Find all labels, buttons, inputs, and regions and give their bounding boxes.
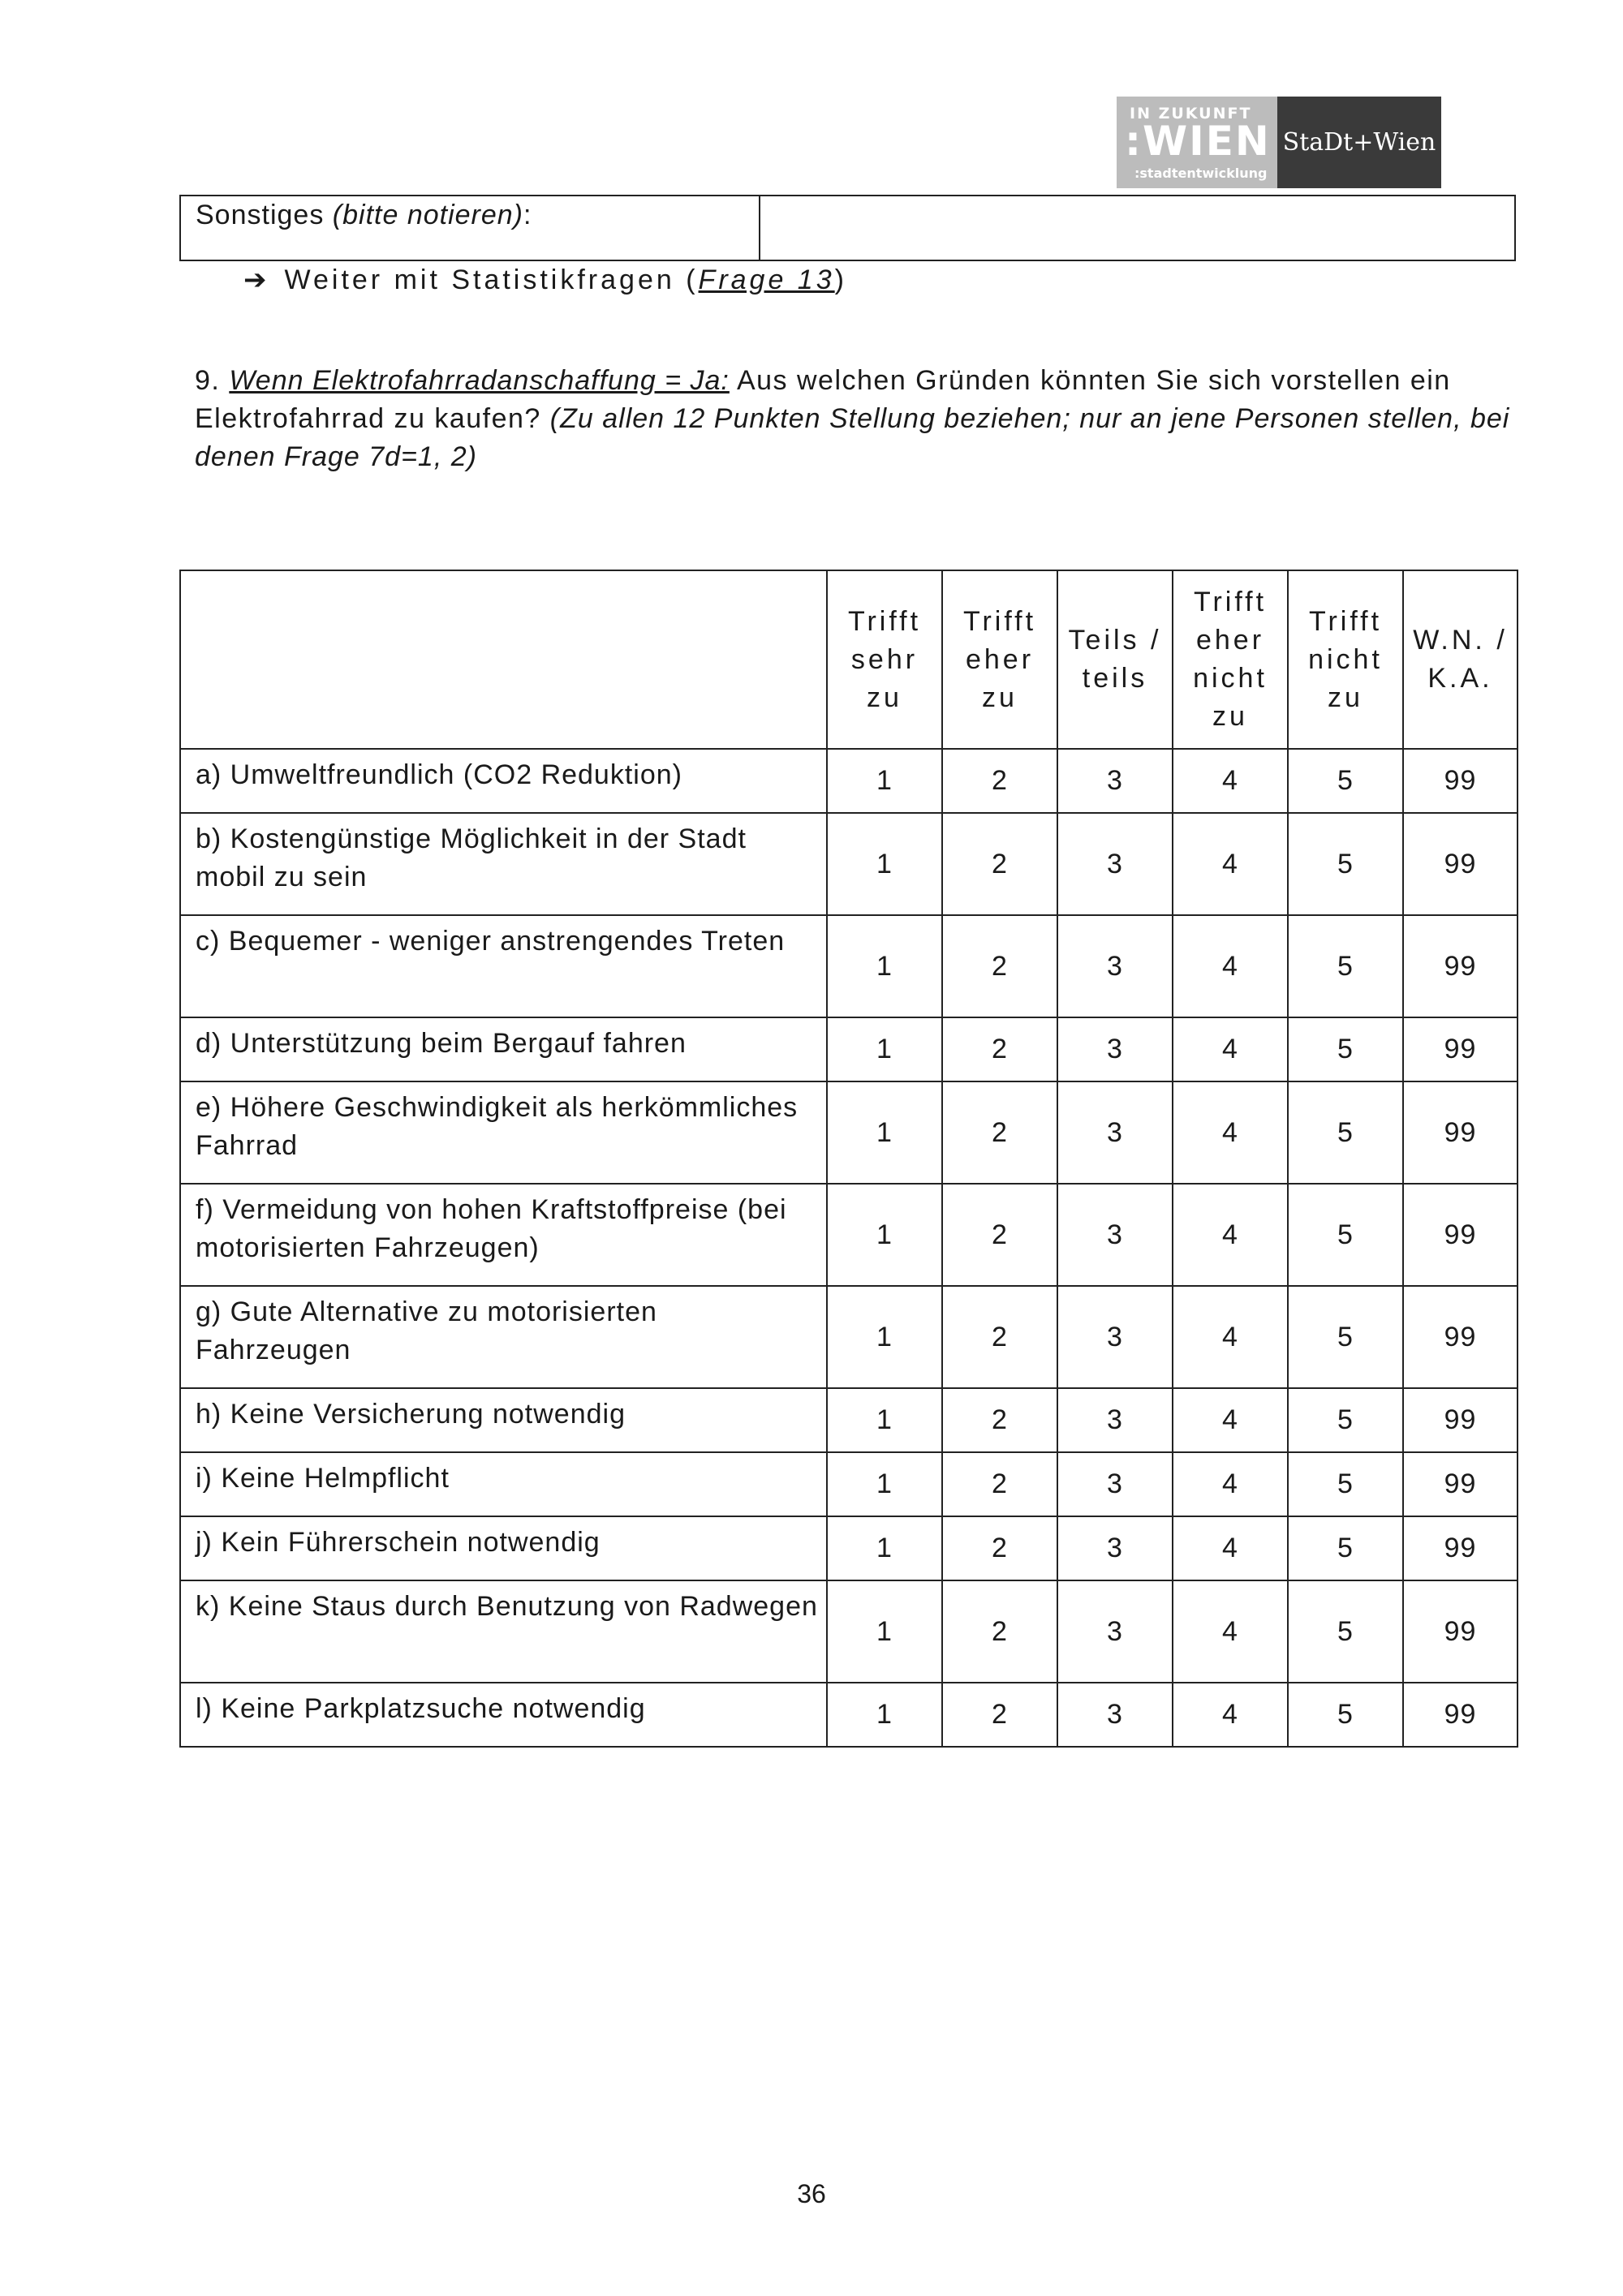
rating-option[interactable]: 3 <box>1057 749 1173 813</box>
row-label: g) Gute Alternative zu motorisierten Fahrzeugen <box>180 1286 827 1388</box>
logo-top-text: IN ZUKUNFT <box>1130 105 1252 123</box>
rating-option[interactable]: 5 <box>1288 1388 1403 1452</box>
rating-option[interactable]: 99 <box>1403 915 1518 1017</box>
rating-option[interactable]: 3 <box>1057 1184 1173 1286</box>
rating-option[interactable]: 99 <box>1403 1286 1518 1388</box>
rating-option[interactable]: 4 <box>1173 1388 1288 1452</box>
page-number: 36 <box>797 2179 826 2208</box>
arrow-right-icon: ➔ <box>243 264 267 295</box>
continue-link[interactable]: Frage 13 <box>698 264 835 295</box>
rating-option[interactable]: 5 <box>1288 1081 1403 1184</box>
row-label: d) Unterstützung beim Bergauf fahren <box>180 1017 827 1081</box>
row-label: l) Keine Parkplatzsuche notwendig <box>180 1683 827 1747</box>
header-trifft-sehr-zu: Trifft sehr zu <box>827 570 942 749</box>
rating-option[interactable]: 99 <box>1403 1081 1518 1184</box>
header-trifft-eher-zu: Trifft eher zu <box>942 570 1057 749</box>
rating-option[interactable]: 99 <box>1403 1683 1518 1747</box>
row-label: i) Keine Helmpflicht <box>180 1452 827 1516</box>
rating-option[interactable]: 1 <box>827 915 942 1017</box>
rating-option[interactable]: 3 <box>1057 1452 1173 1516</box>
rating-option[interactable]: 99 <box>1403 749 1518 813</box>
rating-option[interactable]: 3 <box>1057 1286 1173 1388</box>
sonstiges-colon: : <box>523 200 532 230</box>
sonstiges-label: Sonstiges <box>196 200 325 230</box>
rating-option[interactable]: 2 <box>942 915 1057 1017</box>
rating-option[interactable]: 1 <box>827 1683 942 1747</box>
row-label: c) Bequemer - weniger anstrengendes Treten <box>180 915 827 1017</box>
table-row <box>180 1683 1518 1747</box>
rating-option[interactable]: 2 <box>942 1184 1057 1286</box>
table-row <box>180 1184 1518 1286</box>
table-row <box>180 813 1518 915</box>
rating-option[interactable]: 4 <box>1173 1286 1288 1388</box>
rating-option[interactable]: 99 <box>1403 1184 1518 1286</box>
rating-option[interactable]: 3 <box>1057 915 1173 1017</box>
rating-option[interactable]: 5 <box>1288 749 1403 813</box>
rating-option[interactable]: 2 <box>942 1683 1057 1747</box>
question-condition: Wenn Elektrofahrradanschaffung = Ja: <box>229 365 730 396</box>
rating-option[interactable]: 2 <box>942 1516 1057 1580</box>
rating-option[interactable]: 3 <box>1057 1017 1173 1081</box>
rating-option[interactable]: 5 <box>1288 1286 1403 1388</box>
rating-option[interactable]: 99 <box>1403 1452 1518 1516</box>
rating-option[interactable]: 1 <box>827 749 942 813</box>
question-9 <box>195 362 1574 476</box>
rating-option[interactable]: 2 <box>942 1286 1057 1388</box>
continue-close: ) <box>834 264 847 295</box>
rating-option[interactable]: 5 <box>1288 1580 1403 1683</box>
continue-text: Weiter mit Statistikfragen ( <box>284 264 699 295</box>
rating-option[interactable]: 5 <box>1288 915 1403 1017</box>
rating-option[interactable]: 2 <box>942 1081 1057 1184</box>
rating-option[interactable]: 4 <box>1173 1452 1288 1516</box>
table-row <box>180 1452 1518 1516</box>
rating-option[interactable]: 4 <box>1173 813 1288 915</box>
header-trifft-nicht-zu: Trifft nicht zu <box>1288 570 1403 749</box>
logo-zukunft-wien <box>1117 97 1277 188</box>
rating-option[interactable]: 3 <box>1057 1516 1173 1580</box>
rating-option[interactable]: 1 <box>827 1516 942 1580</box>
rating-option[interactable]: 5 <box>1288 813 1403 915</box>
header-teils-teils: Teils / teils <box>1057 570 1173 749</box>
sonstiges-label-cell <box>181 196 760 260</box>
rating-option[interactable]: 1 <box>827 1388 942 1452</box>
table-row <box>180 1017 1518 1081</box>
row-label: k) Keine Staus durch Benutzung von Radwegen <box>180 1580 827 1683</box>
rating-option[interactable]: 4 <box>1173 1516 1288 1580</box>
logo-stadt-wien <box>1277 97 1441 188</box>
rating-option[interactable]: 2 <box>942 813 1057 915</box>
table-row <box>180 749 1518 813</box>
row-label: h) Keine Versicherung notwendig <box>180 1388 827 1452</box>
question-number: 9. <box>195 365 221 396</box>
table-row <box>180 1081 1518 1184</box>
rating-option[interactable]: 1 <box>827 1017 942 1081</box>
rating-option[interactable]: 3 <box>1057 1388 1173 1452</box>
rating-option[interactable]: 1 <box>827 813 942 915</box>
row-label: e) Höhere Geschwindigkeit als herkömmliches Fahrrad <box>180 1081 827 1184</box>
rating-option[interactable]: 99 <box>1403 1017 1518 1081</box>
sonstiges-input-cell[interactable] <box>760 196 1514 260</box>
rating-option[interactable]: 4 <box>1173 1081 1288 1184</box>
rating-option[interactable]: 5 <box>1288 1683 1403 1747</box>
header-empty-cell <box>180 570 827 749</box>
table-row <box>180 1580 1518 1683</box>
rating-option[interactable]: 1 <box>827 1286 942 1388</box>
rating-option[interactable]: 2 <box>942 1580 1057 1683</box>
table-row <box>180 1516 1518 1580</box>
logo-main-text: :WIEN <box>1125 118 1271 165</box>
rating-option[interactable]: 4 <box>1173 1017 1288 1081</box>
rating-option[interactable]: 4 <box>1173 1184 1288 1286</box>
rating-option[interactable]: 99 <box>1403 1388 1518 1452</box>
rating-option[interactable]: 2 <box>942 749 1057 813</box>
rating-option[interactable]: 3 <box>1057 813 1173 915</box>
rating-option[interactable]: 3 <box>1057 1081 1173 1184</box>
logo <box>1117 97 1441 188</box>
rating-option[interactable]: 4 <box>1173 1580 1288 1683</box>
row-label: a) Umweltfreundlich (CO2 Reduktion) <box>180 749 827 813</box>
row-label: b) Kostengünstige Möglichkeit in der Stadt mobil zu sein <box>180 813 827 915</box>
rating-option[interactable]: 5 <box>1288 1452 1403 1516</box>
rating-option[interactable]: 5 <box>1288 1184 1403 1286</box>
rating-option[interactable]: 5 <box>1288 1516 1403 1580</box>
continue-instruction <box>243 261 847 299</box>
rating-option[interactable]: 1 <box>827 1452 942 1516</box>
rating-option[interactable]: 2 <box>942 1017 1057 1081</box>
rating-table <box>179 570 1518 1748</box>
table-row <box>180 1286 1518 1388</box>
sonstiges-row <box>179 195 1516 261</box>
rating-option[interactable]: 1 <box>827 1081 942 1184</box>
header-wn-ka: W.N. / K.A. <box>1403 570 1518 749</box>
logo-sub-text: :stadtentwicklung <box>1134 166 1268 181</box>
rating-option[interactable]: 2 <box>942 1388 1057 1452</box>
question-text: Aus welchen Gründen könnten Sie sich vorstellen ein Elektrofahrrad zu kaufen? <box>195 365 1451 434</box>
rating-option[interactable]: 99 <box>1403 1580 1518 1683</box>
table-row <box>180 915 1518 1017</box>
rating-option[interactable]: 5 <box>1288 1017 1403 1081</box>
rating-option[interactable]: 1 <box>827 1580 942 1683</box>
table-row <box>180 1388 1518 1452</box>
header-trifft-eher-nicht-zu: Trifft eher nicht zu <box>1173 570 1288 749</box>
rating-option[interactable]: 99 <box>1403 1516 1518 1580</box>
rating-option[interactable]: 1 <box>827 1184 942 1286</box>
logo-right-text: StaDt+Wien <box>1282 128 1436 157</box>
rating-option[interactable]: 99 <box>1403 813 1518 915</box>
question-instruction: (Zu allen 12 Punkten Stellung beziehen; nur an jene Personen stellen, bei denen Frage 7d=1, 2) <box>195 403 1510 472</box>
table-header-row <box>180 570 1518 749</box>
rating-option[interactable]: 4 <box>1173 749 1288 813</box>
row-label: f) Vermeidung von hohen Kraftstoffpreise (bei motorisierten Fahrzeugen) <box>180 1184 827 1286</box>
sonstiges-hint: (bitte notieren) <box>332 200 524 230</box>
rating-option[interactable]: 2 <box>942 1452 1057 1516</box>
rating-option[interactable]: 4 <box>1173 915 1288 1017</box>
rating-option[interactable]: 3 <box>1057 1683 1173 1747</box>
rating-option[interactable]: 4 <box>1173 1683 1288 1747</box>
rating-option[interactable]: 3 <box>1057 1580 1173 1683</box>
row-label: j) Kein Führerschein notwendig <box>180 1516 827 1580</box>
